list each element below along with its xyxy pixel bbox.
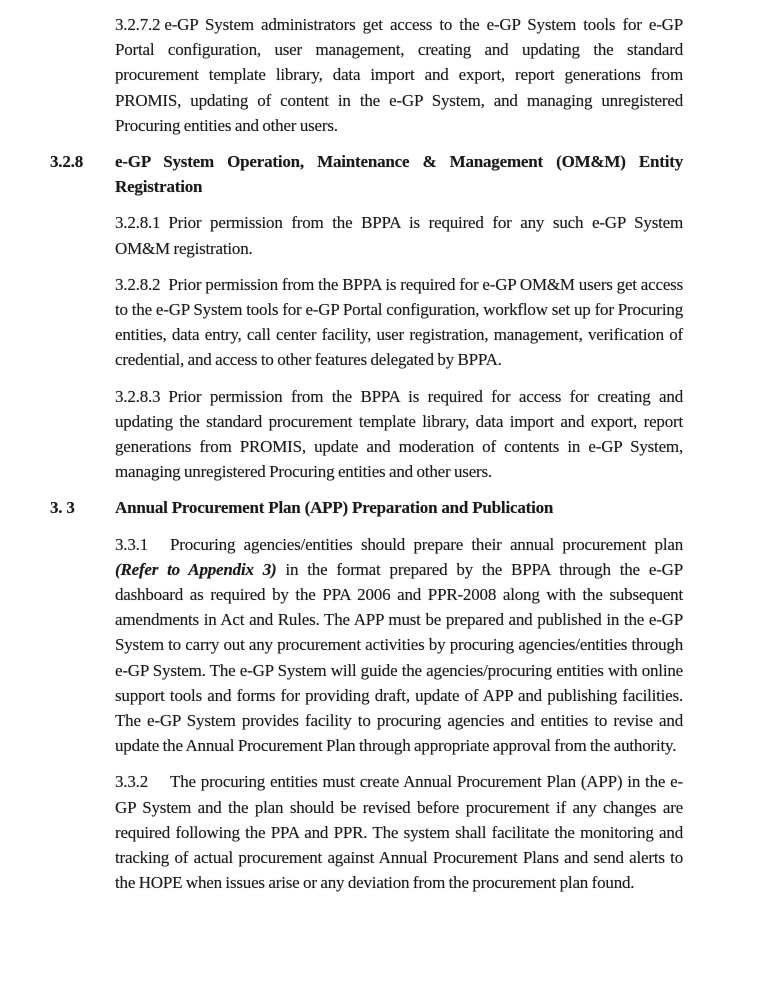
section-title: e-GP System Operation, Maintenance & Management (OM&M) Entity Registration [115, 152, 683, 197]
clause-3-3-2 [115, 769, 683, 895]
section-number: 3. 3 [50, 498, 75, 518]
clause-number: 3.2.8.2 [115, 274, 161, 294]
clause-text-after: in the format prepared by the BPPA through the e-GP dashboard as required by the PPA 2006 and PPR-2008 along with the subsequent amendments in Act and Rules. The APP must be prepared and published in the e-GP System to carry out any procurement activities by procuring agencies/entities through e-GP System. The e-GP System will guide the agencies/procuring entities with online support tools and forms for providing draft, update of APP and publishing facilities. The e-GP System provides facility to procuring agencies and entities to revise and update the Annual Procurement Plan through appropriate approval from the authority. [115, 559, 683, 756]
clause-text: Prior permission from the BPPA is required for access for creating and updating the standard procurement template library, data import and export, report generations from PROMIS, update and moderation of contents in e-GP System, managing unregistered Procuring entities and other users. [115, 386, 683, 482]
clause-text: e-GP System administrators get access to the e-GP System tools for e-GP Portal configuration, user management, creating and updating the standard procurement template library, data import and export, report generations from PROMIS, updating of content in the e-GP System, and managing unregistered Procuring entities and other users. [115, 15, 683, 135]
clause-text: The procuring entities must create Annual Procurement Plan (APP) in the e-GP System and the plan should be revised before procurement if any changes are required following the PPA and PPR. The system shall facilitate the monitoring and tracking of actual procurement against Annual Procurement Plans and send alerts to the HOPE when issues arise or any deviation from the procurement plan found. [115, 772, 683, 893]
clause-number: 3.3.2 [115, 772, 149, 792]
section-number: 3.2.8 [50, 152, 84, 172]
clause-3-2-8-3 [115, 384, 683, 485]
clause-text-before: Procuring agencies/entities should prepare their annual procurement plan [170, 534, 683, 554]
clause-text: Prior permission from the BPPA is required for any such e-GP System OM&M registration. [115, 213, 683, 258]
clause-number: 3.2.8.3 [115, 386, 161, 406]
clause-text-emphasis: (Refer to Appendix 3) [115, 559, 277, 579]
clause-3-2-8-2 [115, 272, 683, 373]
section-heading-3-2-8 [50, 149, 768, 199]
clause-3-3-1 [115, 532, 683, 759]
clause-number: 3.2.8.1 [115, 213, 161, 233]
clause-number: 3.3.1 [115, 534, 149, 554]
clause-text: Prior permission from the BPPA is required for e-GP OM&M users get access to the e-GP System tools for e-GP Portal configuration, workflow set up for Procuring entities, data entry, call center facility, user registration, management, verification of credential, and access to other features delegated by BPPA. [115, 274, 683, 370]
section-title: Annual Procurement Plan (APP) Preparation and Publication [115, 498, 554, 518]
clause-number: 3.2.7.2 [115, 15, 161, 34]
clause-3-2-7-2 [115, 12, 683, 138]
section-heading-3-3 [50, 495, 768, 520]
clause-3-2-8-1 [115, 210, 683, 260]
